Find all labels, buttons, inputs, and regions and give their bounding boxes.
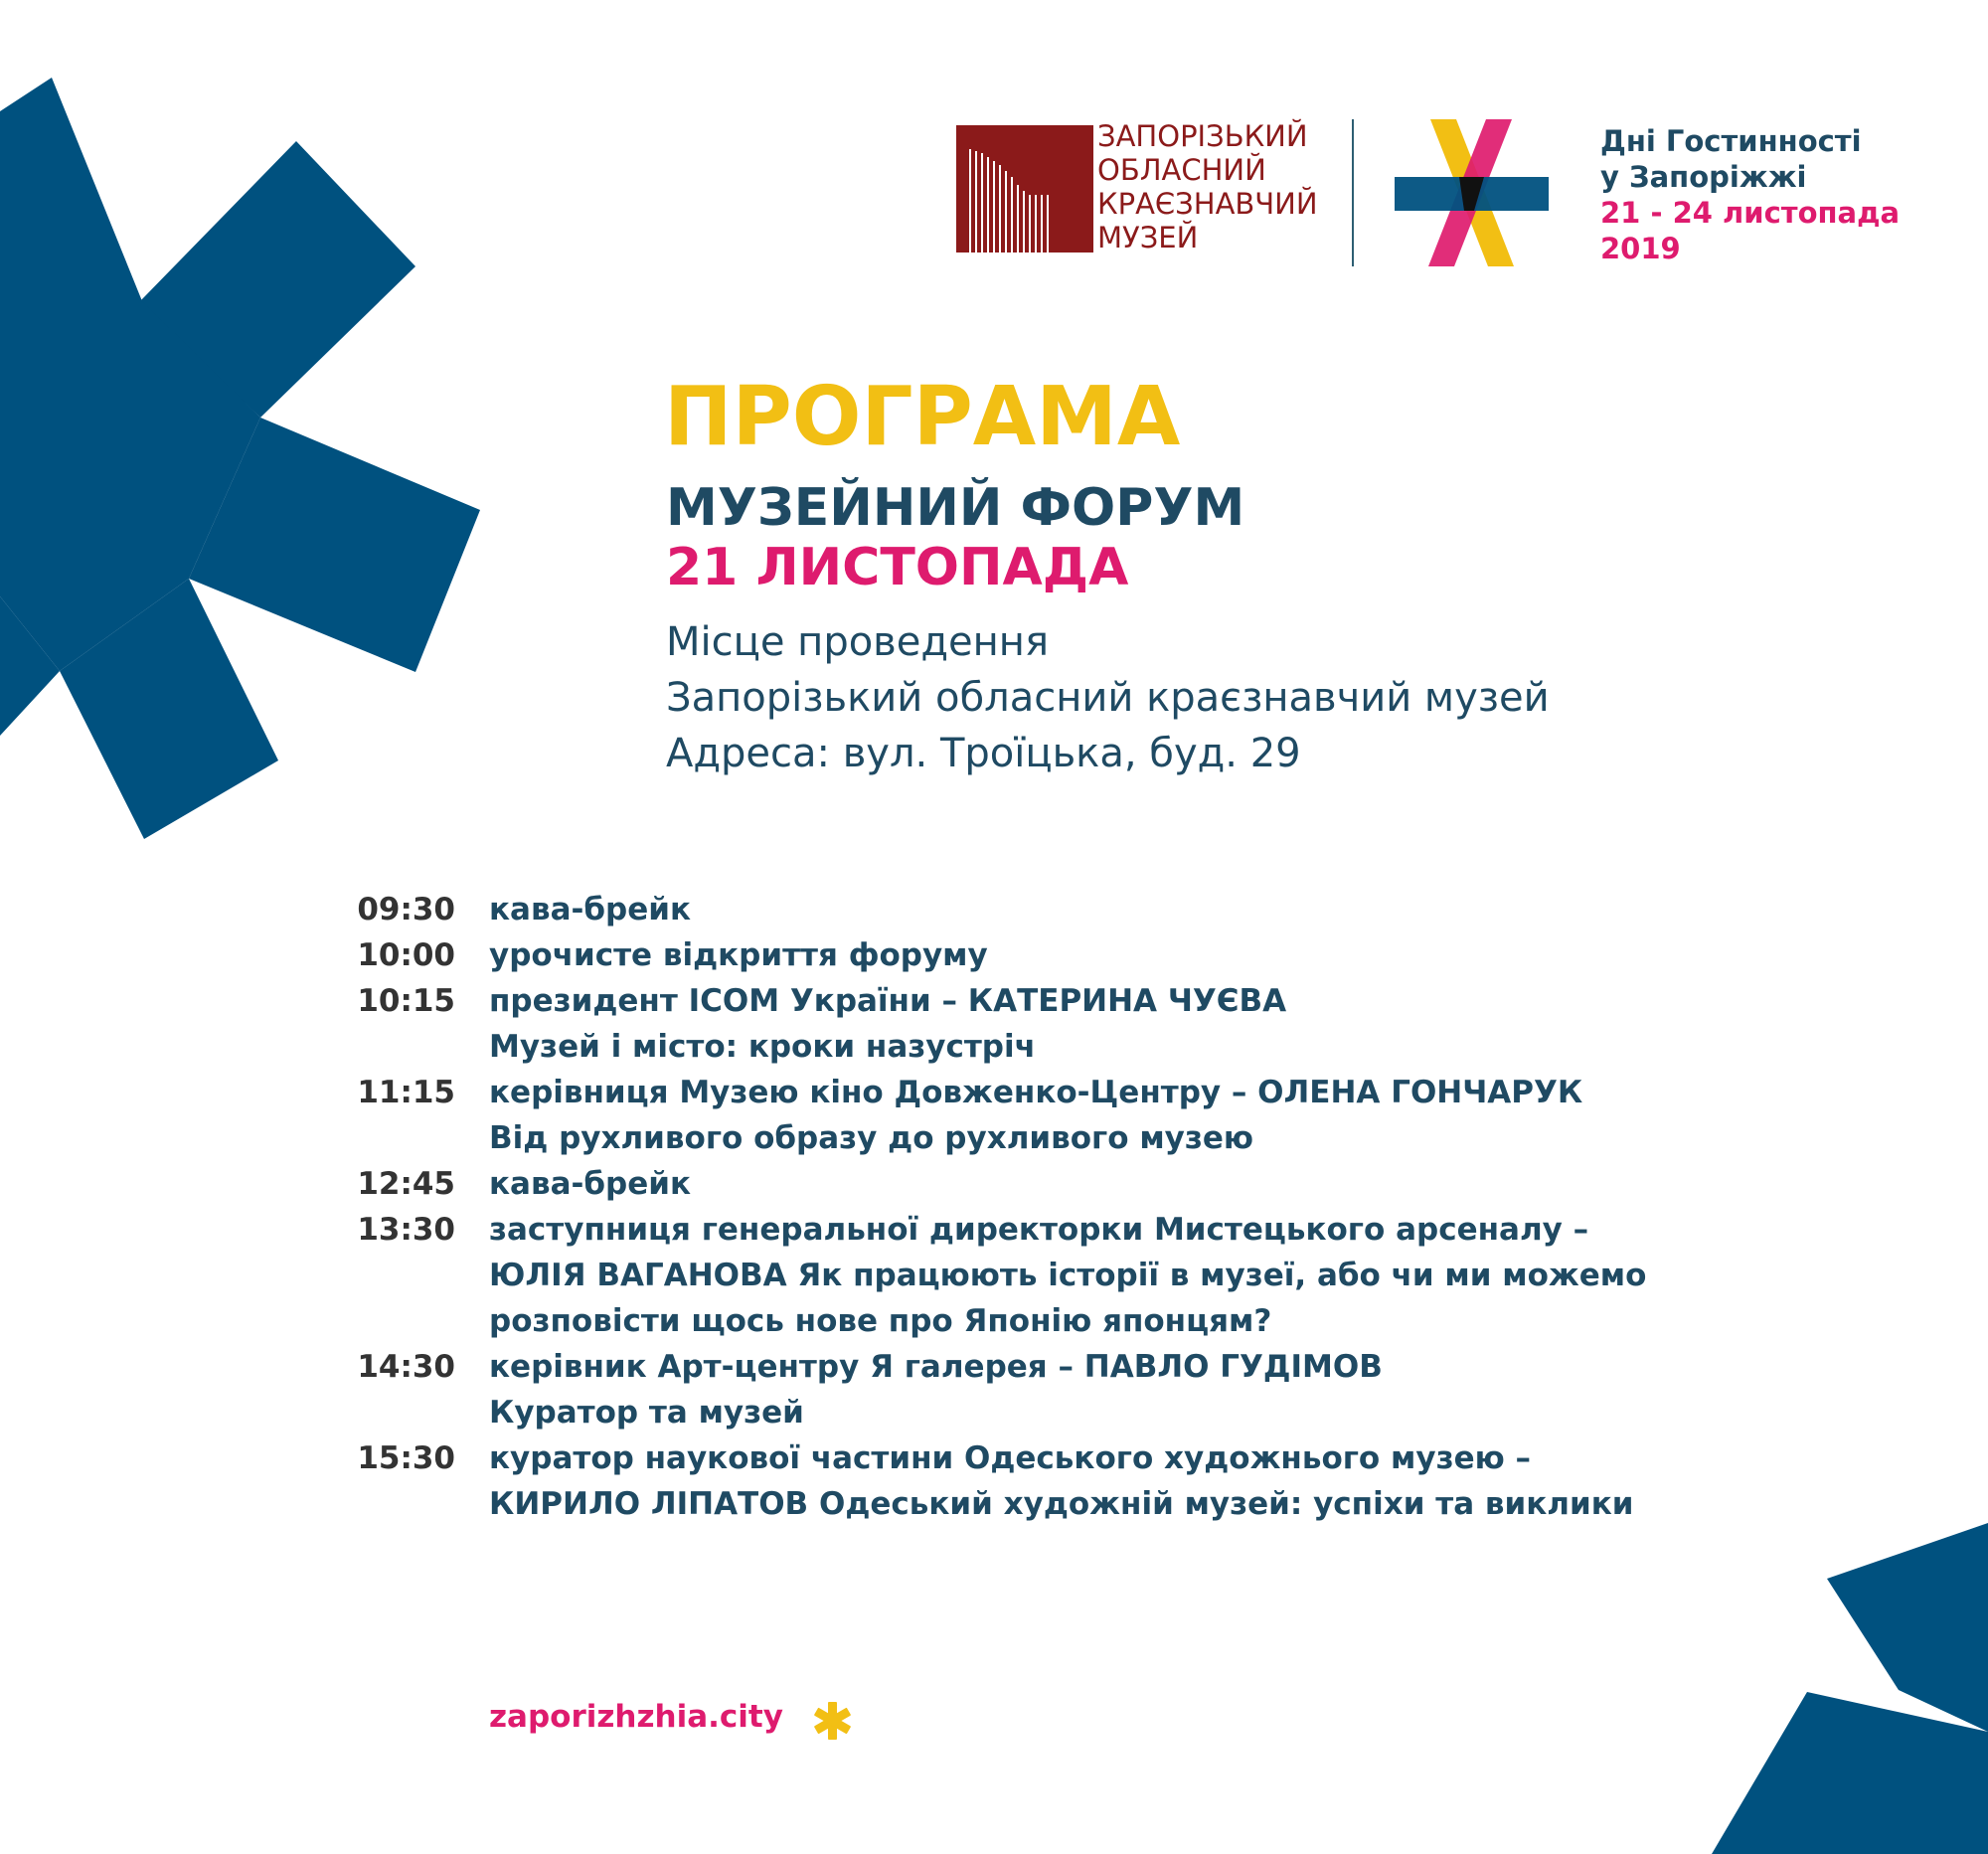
days-title-line1: Дні Гостинності <box>1600 124 1862 158</box>
schedule-item <box>328 1207 1779 1344</box>
schedule-description <box>489 1344 1383 1435</box>
museum-building-icon <box>956 125 1093 253</box>
schedule-item <box>328 1161 1779 1207</box>
schedule-line: кава-брейк <box>489 892 691 927</box>
museum-logo-line: ОБЛАСНИЙ <box>1097 153 1266 187</box>
schedule-time: 14:30 <box>357 1349 455 1385</box>
venue-label: Місце проведення <box>666 619 1049 665</box>
days-dates: 21 - 24 листопада <box>1600 196 1901 230</box>
schedule-time: 10:00 <box>357 937 455 973</box>
schedule-line: керівниця Музею кіно Довженко-Центру – ОЛЕНА ГОНЧАРУК <box>489 1075 1583 1110</box>
schedule-description <box>489 1435 1633 1527</box>
schedule-description <box>489 1070 1582 1161</box>
schedule-line: розповісти щось нове про Японію японцям? <box>489 1303 1272 1339</box>
schedule-line: КИРИЛО ЛІПАТОВ Одеський художній музей: успіхи та виклики <box>489 1486 1634 1522</box>
schedule-description <box>489 978 1286 1070</box>
hospitality-days-text <box>1600 123 1988 266</box>
schedule-item <box>328 978 1779 1070</box>
schedule-line: кава-брейк <box>489 1166 691 1202</box>
museum-logo-line: ЗАПОРІЗЬКИЙ <box>1097 119 1308 153</box>
schedule-line: президент ICOM України – КАТЕРИНА ЧУЄВА <box>489 983 1287 1019</box>
schedule-item <box>328 1435 1779 1527</box>
event-name: МУЗЕЙНИЙ ФОРУМ <box>666 478 1245 538</box>
schedule-line: Від рухливого образу до рухливого музею <box>489 1120 1254 1156</box>
schedule-description <box>489 1207 1646 1344</box>
days-title-line2: у Запоріжжі <box>1600 160 1807 194</box>
days-year: 2019 <box>1600 232 1681 265</box>
schedule-time: 09:30 <box>357 892 455 927</box>
schedule-line: заступниця генеральної директорки Мистецького арсеналу – <box>489 1212 1589 1248</box>
schedule-time: 12:45 <box>357 1166 455 1202</box>
schedule-line: Музей і місто: кроки назустріч <box>489 1029 1036 1065</box>
schedule-line: куратор наукової частини Одеського художнього музею – <box>489 1440 1532 1476</box>
venue-address: Адреса: вул. Троїцька, буд. 29 <box>666 731 1301 776</box>
schedule-time: 15:30 <box>357 1440 455 1476</box>
big-asterisk-icon <box>0 78 480 839</box>
venue-name: Запорізький обласний краєзнавчий музей <box>666 675 1550 721</box>
museum-logo-line: МУЗЕЙ <box>1097 221 1199 254</box>
yellow-star-icon <box>811 1700 853 1742</box>
schedule-line: керівник Арт-центру Я галерея – ПАВЛО ГУДІМОВ <box>489 1349 1383 1385</box>
schedule-item <box>328 887 1779 932</box>
venue-info <box>666 614 1550 781</box>
schedule-description <box>489 887 691 932</box>
schedule-line: Куратор та музей <box>489 1395 804 1431</box>
schedule-description <box>489 932 988 978</box>
schedule-item <box>328 1070 1779 1161</box>
schedule-list <box>328 887 1779 1527</box>
schedule-time: 10:15 <box>357 983 455 1019</box>
schedule-line: ЮЛІЯ ВАГАНОВА Як працюють історії в музеї, або чи ми можемо <box>489 1258 1647 1293</box>
website-link[interactable]: zaporizhzhia.city <box>489 1699 783 1735</box>
event-date: 21 ЛИСТОПАДА <box>666 538 1129 597</box>
museum-logo-text <box>1097 119 1336 254</box>
schedule-item <box>328 932 1779 978</box>
schedule-item <box>328 1344 1779 1435</box>
museum-logo-line: КРАЄЗНАВЧИЙ <box>1097 187 1318 221</box>
corner-asterisk-icon <box>1712 1523 1988 1854</box>
schedule-time: 11:15 <box>357 1075 455 1110</box>
schedule-time: 13:30 <box>357 1212 455 1248</box>
schedule-description <box>489 1161 691 1207</box>
schedule-line: урочисте відкриття форуму <box>489 937 988 973</box>
logo-divider <box>1352 119 1354 266</box>
page-title: ПРОГРАМА <box>664 370 1181 464</box>
hospitality-star-icon <box>1395 119 1549 266</box>
